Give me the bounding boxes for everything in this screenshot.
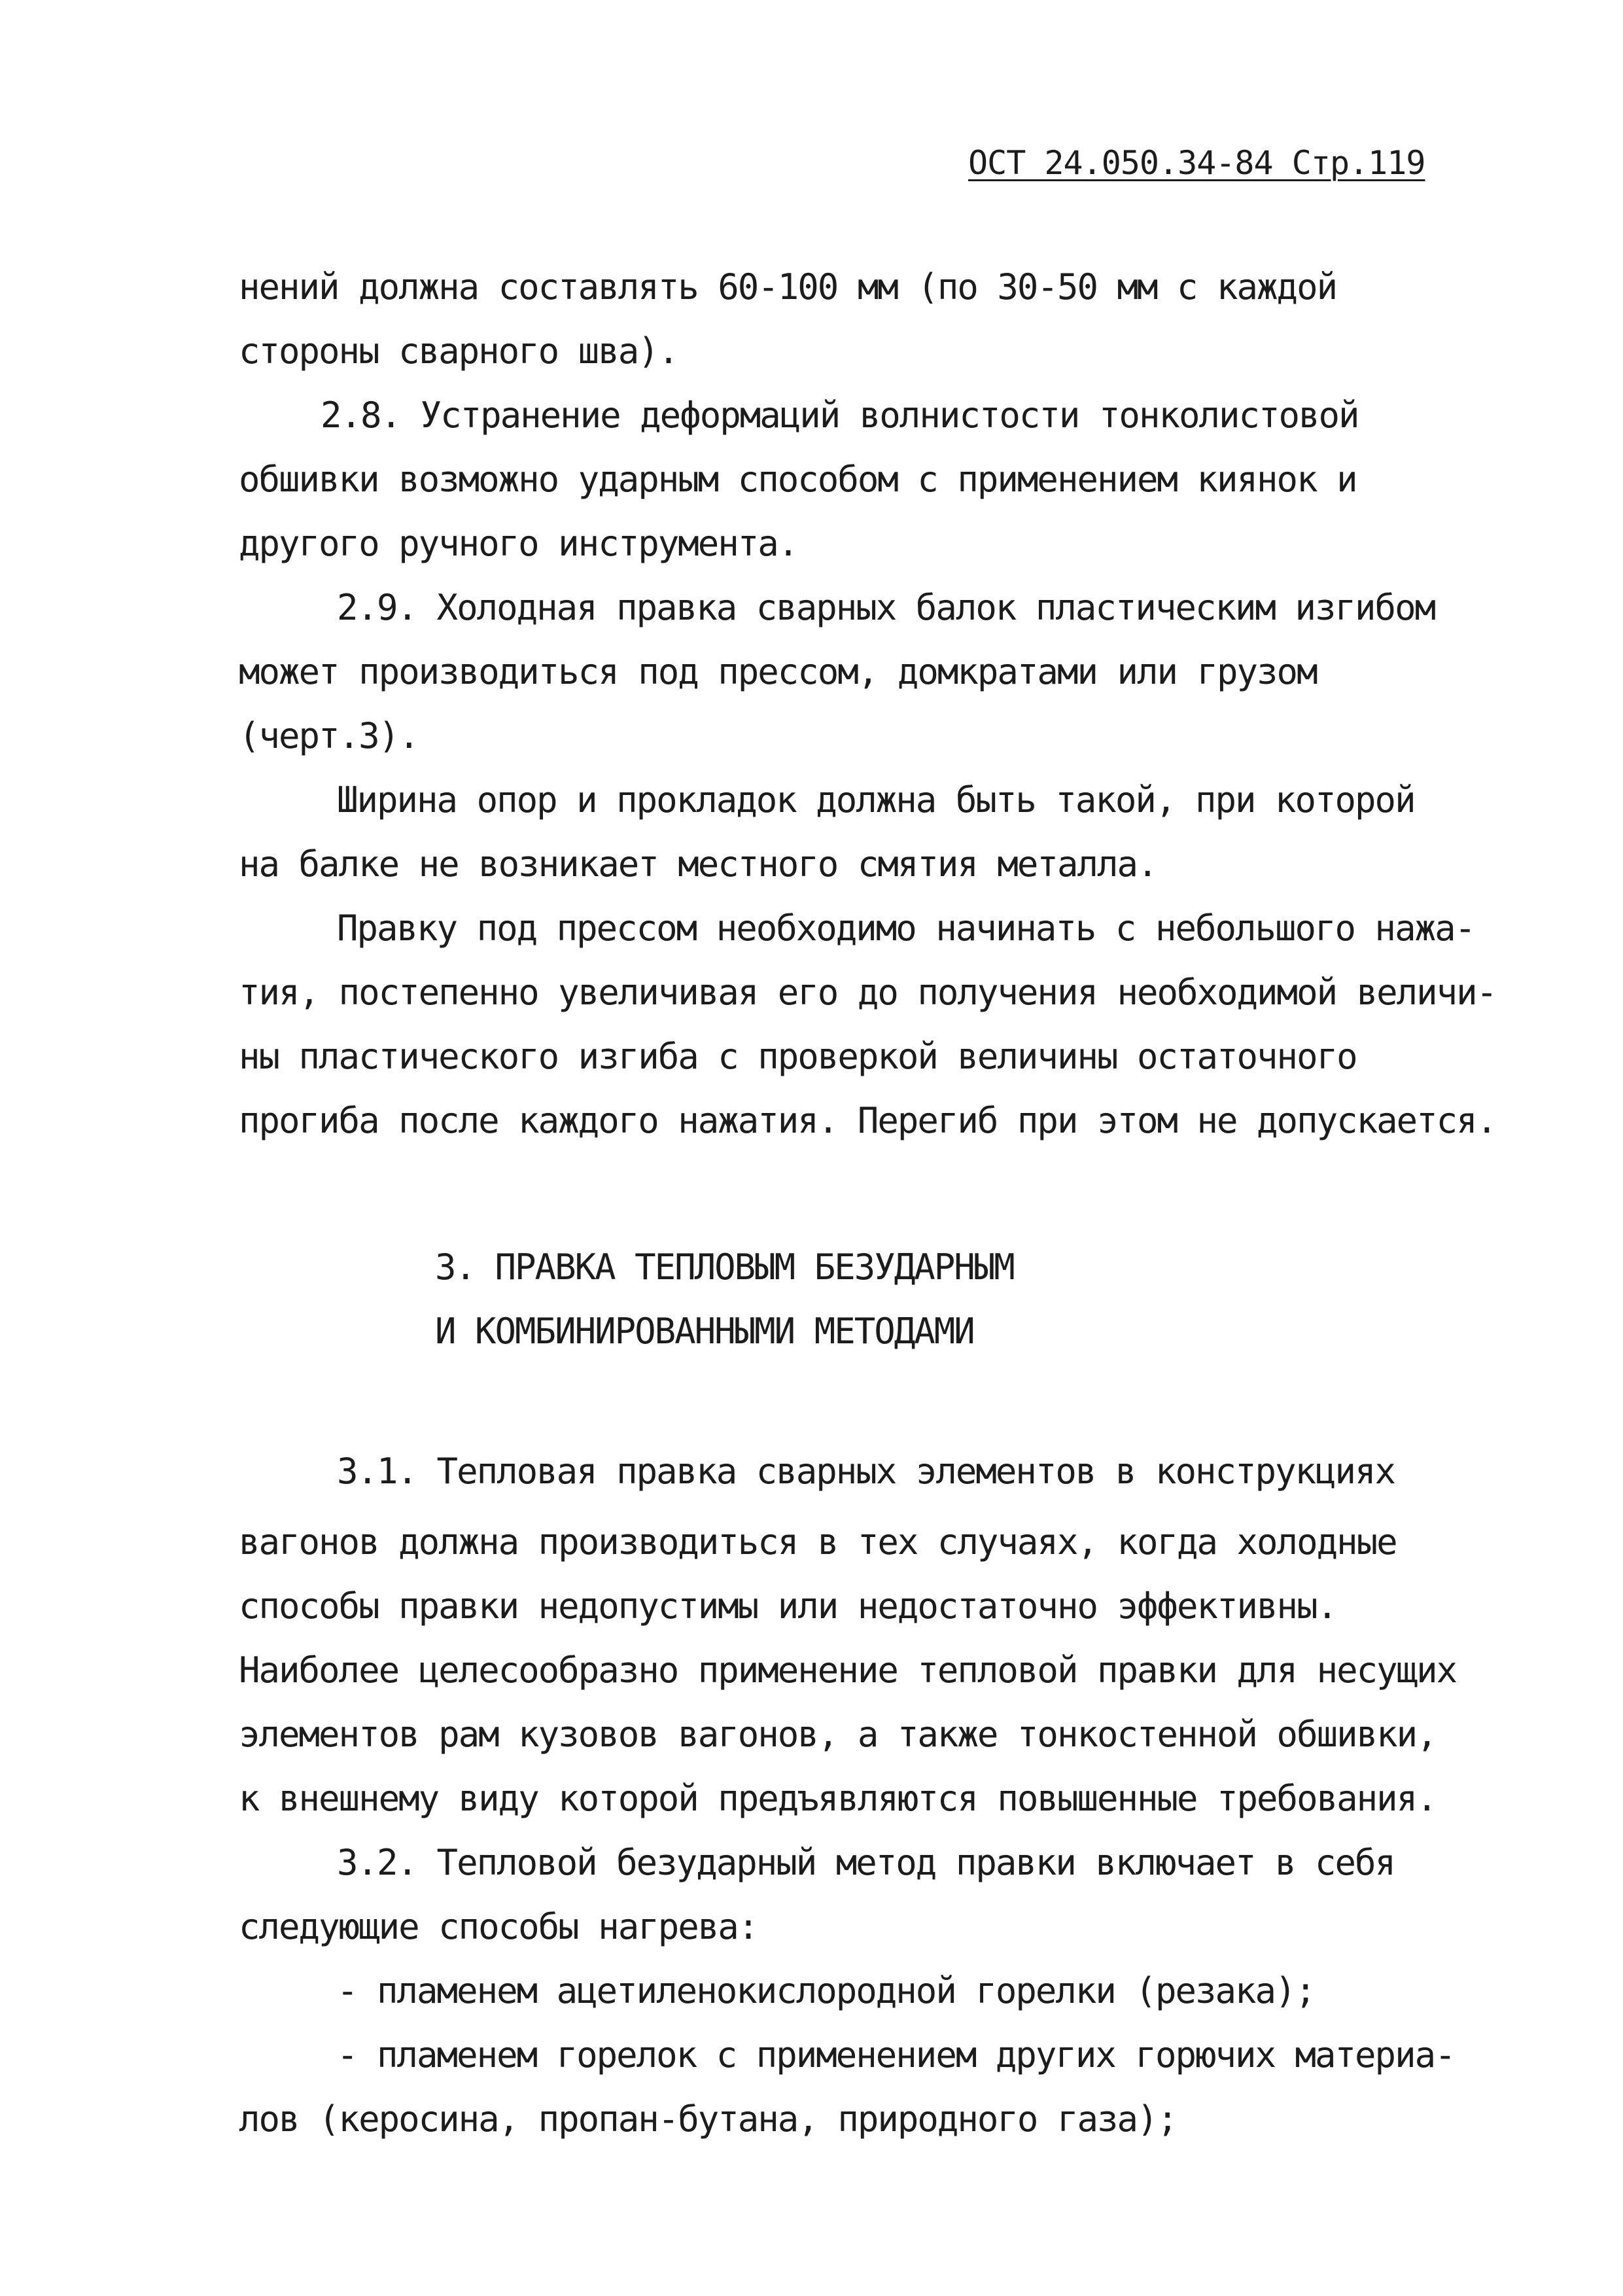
body-line: на балке не возникает местного смятия металла. — [239, 843, 1157, 885]
document-reference-header: ОСТ 24.050.34-84 Стр.119 — [968, 144, 1425, 182]
body-line: прогиба после каждого нажатия. Перегиб при этом не допускается. — [239, 1100, 1497, 1141]
body-line: 2.8. Устранение деформаций волнистости тонколистовой — [321, 395, 1359, 436]
list-item: - пламенем ацетиленокислородной горелки (резака); — [337, 1970, 1316, 2011]
body-line: к внешнему виду которой предъявляются повышенные требования. — [239, 1778, 1437, 1819]
body-line: (черт.3). — [239, 715, 419, 756]
body-line: стороны сварного шва). — [239, 330, 678, 372]
section-heading-line1: 3. ПРАВКА ТЕПЛОВЫМ БЕЗУДАРНЫМ — [435, 1246, 1014, 1288]
body-line: нений должна составлять 60-100 мм (по 30-50 мм с каждой — [239, 266, 1337, 308]
body-line: Ширина опор и прокладок должна быть такой, при которой — [337, 779, 1415, 821]
section-heading-line2: И КОМБИНИРОВАННЫМИ МЕТОДАМИ — [435, 1311, 974, 1352]
body-line: может производиться под прессом, домкратами или грузом — [239, 651, 1317, 692]
body-line: ны пластического изгиба с проверкой величины остаточного — [239, 1036, 1357, 1077]
body-line: обшивки возможно ударным способом с применением киянок и — [239, 459, 1357, 500]
list-item: - пламенем горелок с применением других горючих материа- — [337, 2034, 1455, 2075]
body-line: вагонов должна производиться в тех случаях, когда холодные — [239, 1521, 1397, 1563]
body-line: 3.2. Тепловой безударный метод правки включает в себя — [337, 1842, 1395, 1883]
body-line: 3.1. Тепловая правка сварных элементов в конструкциях — [337, 1451, 1395, 1492]
body-line: элементов рам кузовов вагонов, а также тонкостенной обшивки, — [239, 1714, 1437, 1755]
body-line: 2.9. Холодная правка сварных балок пластическим изгибом — [337, 587, 1435, 628]
body-line: способы правки недопустимы или недостаточно эффективны. — [239, 1585, 1337, 1627]
list-item-continuation: лов (керосина, пропан-бутана, природного газа); — [239, 2098, 1178, 2140]
body-line: следующие способы нагрева: — [239, 1906, 758, 1947]
body-line: Правку под прессом необходимо начинать с небольшого нажа- — [337, 908, 1475, 949]
body-line: другого ручного инструмента. — [239, 523, 798, 564]
body-line: тия, постепенно увеличивая его до получения необходимой величи- — [239, 972, 1497, 1013]
body-line: Наиболее целесообразно применение тепловой правки для несущих — [239, 1650, 1457, 1691]
